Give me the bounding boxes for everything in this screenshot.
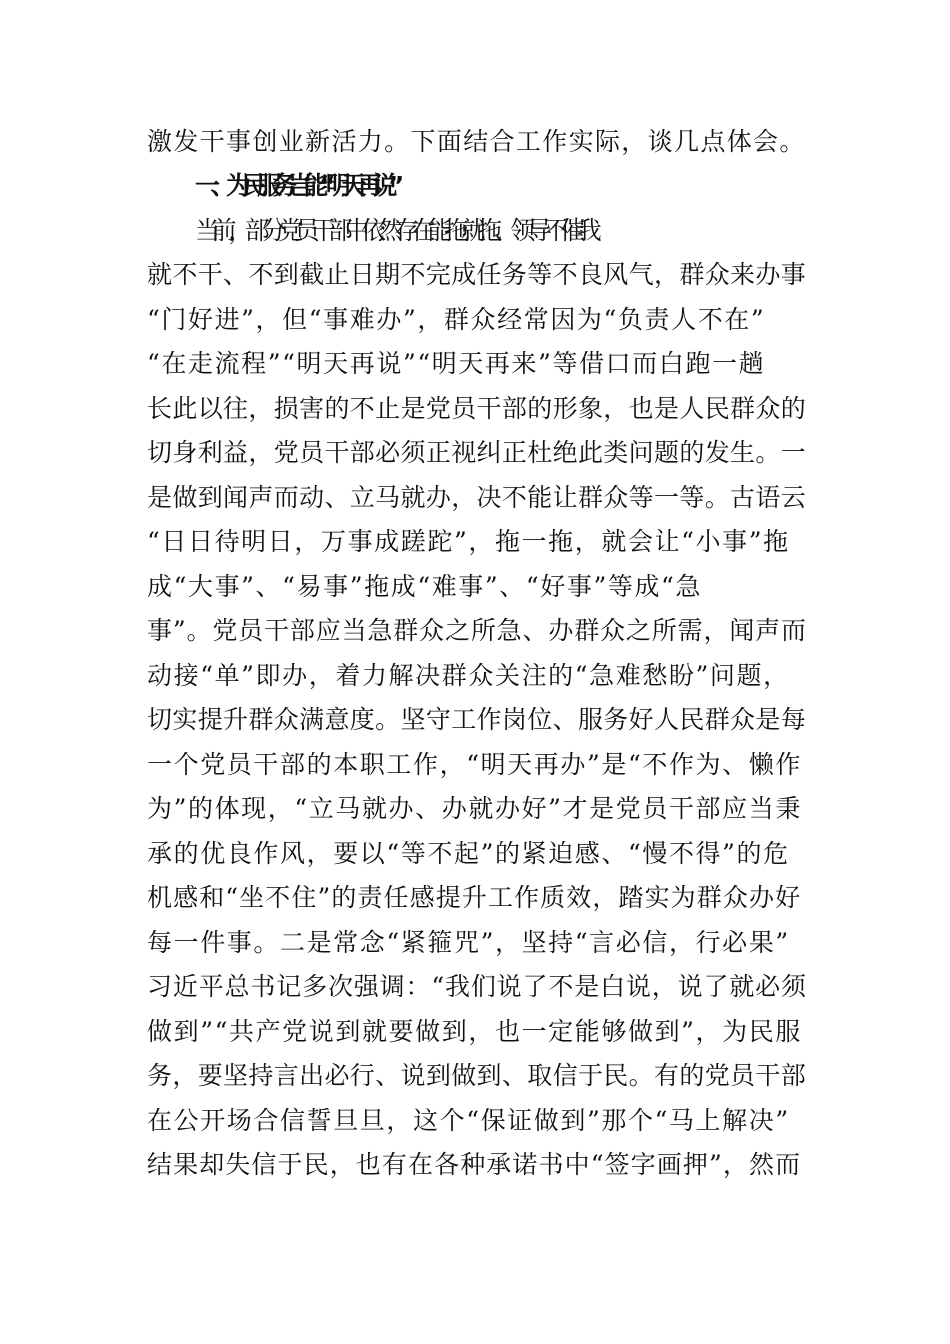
body-text-line: 为”的体现，“立马就办、办就办好”才是党员干部应当秉 [147,794,802,823]
section-heading: 一、为民服务岂能“明天再说” [195,171,395,200]
paragraph-first-line: 当前，部分党员干部中依然存在能拖就拖、领导不催我 [195,216,594,245]
body-text-line: 做到”“共产党说到就要做到，也一定能够做到”，为民服 [147,1017,802,1046]
body-text-line: “在走流程”“明天再说”“明天再来”等借口而白跑一趟 [147,349,766,378]
body-text-line: 在公开场合信誓旦旦，这个“保证做到”那个“马上解决” [147,1106,790,1135]
body-text-line: “门好进”，但“事难办”，群众经常因为“负责人不在” [147,305,766,334]
body-text-line: 结果却失信于民，也有在各种承诺书中“签字画押”，然而 [147,1150,802,1179]
body-text-line: 承的优良作风，要以“等不起”的紧迫感、“慢不得”的危 [147,839,790,868]
body-text-line: 务，要坚持言出必行、说到做到、取信于民。有的党员干部 [147,1061,807,1090]
body-text-line: 动接“单”即办，着力解决群众关注的“急难愁盼”问题， [147,661,790,690]
body-text-line: 每一件事。二是常念“紧箍咒”，坚持“言必信，行必果” [147,928,790,957]
body-text-line: 长此以往，损害的不止是党员干部的形象，也是人民群众的 [147,394,807,423]
body-text-line: 是做到闻声而动、立马就办，决不能让群众等一等。古语云 [147,483,807,512]
body-text-line: 切实提升群众满意度。坚守工作岗位、服务好人民群众是每 [147,705,807,734]
body-text-line: “日日待明日，万事成蹉跎”，拖一拖，就会让“小事”拖 [147,527,790,556]
body-text-line: 就不干、不到截止日期不完成任务等不良风气，群众来办事 [147,260,807,289]
body-text-line: 习近平总书记多次强调：“我们说了不是白说，说了就必须 [147,972,807,1001]
body-text-line: 激发干事创业新活力。下面结合工作实际，谈几点体会。 [147,127,806,156]
body-text-line: 一个党员干部的本职工作，“明天再办”是“不作为、懒作 [147,750,802,779]
body-text-line: 成“大事”、“易事”拖成“难事”、“好事”等成“急 [147,572,703,601]
body-text-line: 切身利益，党员干部必须正视纠正杜绝此类问题的发生。一 [147,438,807,467]
body-text-line: 事”。党员干部应当急群众之所急、办群众之所需，闻声而 [147,616,807,645]
body-text-line: 机感和“坐不住”的责任感提升工作质效，踏实为群众办好 [147,883,802,912]
